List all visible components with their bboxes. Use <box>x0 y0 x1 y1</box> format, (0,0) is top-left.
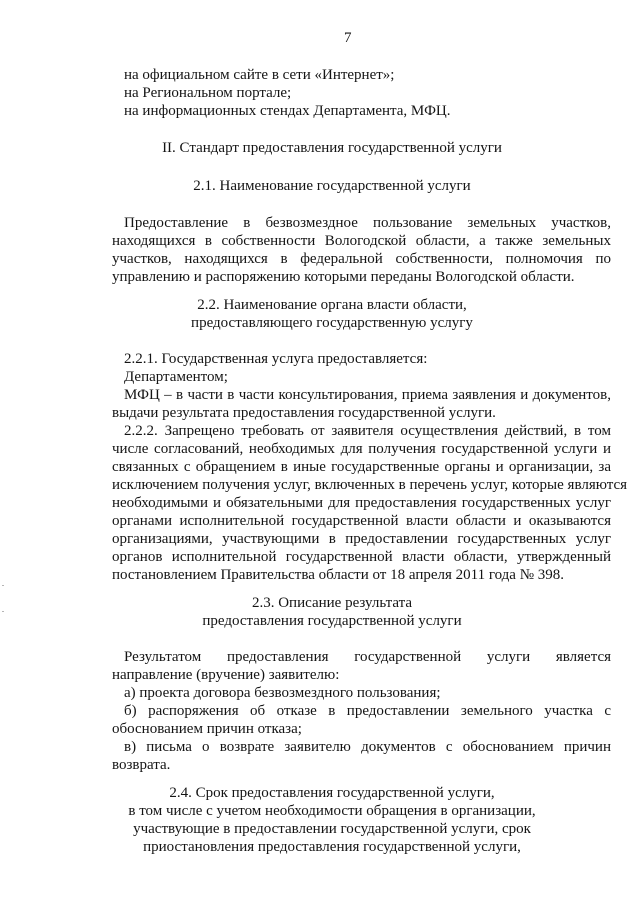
intro-line: на информационных стендах Департамента, МФЦ. <box>124 103 451 119</box>
subsection-heading: приостановления предоставления государственной услуги, <box>143 839 521 855</box>
paragraph-line: необходимыми и обязательными для предоставления государственных услуг <box>112 495 611 511</box>
paragraph-line: Департаментом; <box>124 369 228 385</box>
list-item: б) распоряжения об отказе в предоставлении земельного участка с <box>124 703 611 719</box>
paragraph-line: Результатом предоставления государственной услуги является <box>124 649 611 665</box>
list-item: в) письма о возврате заявителю документов с обоснованием причин <box>124 739 611 755</box>
paragraph-line: 2.2.2. Запрещено требовать от заявителя осуществления действий, в том <box>124 423 611 439</box>
page-number: 7 <box>344 30 352 46</box>
paragraph-line: органов исполнительной государственной власти области, утвержденный <box>112 549 611 565</box>
list-item: обоснованием причин отказа; <box>112 721 302 737</box>
intro-line: на официальном сайте в сети «Интернет»; <box>124 67 395 83</box>
subsection-heading: предоставляющего государственную услугу <box>191 315 473 331</box>
paragraph-line: связанных с обращением в иные государственные органы и организации, за <box>112 459 611 475</box>
paragraph-line: органами исполнительной государственной власти области и оказываются <box>112 513 611 529</box>
paragraph-line: организациями, участвующими в предоставлении государственных услуг <box>112 531 611 547</box>
subsection-heading: предоставления государственной услуги <box>202 613 462 629</box>
subsection-heading: 2.1. Наименование государственной услуги <box>193 178 471 194</box>
subsection-heading: 2.4. Срок предоставления государственной услуги, <box>169 785 495 801</box>
subsection-heading: участвующие в предоставлении государственной услуги, срок <box>133 821 531 837</box>
paragraph-line: постановлением Правительства области от 18 апреля 2011 года № 398. <box>112 567 565 583</box>
paragraph-line: находящихся в собственности Вологодской области, а также земельных <box>112 233 611 249</box>
section-title: II. Стандарт предоставления государственной услуги <box>162 140 502 156</box>
paragraph-line: МФЦ – в части в части консультирования, приема заявления и документов, <box>124 387 611 403</box>
subsection-heading: в том числе с учетом необходимости обращения в организации, <box>128 803 536 819</box>
paragraph-line: управлению и распоряжению которыми переданы Вологодской области. <box>112 269 575 285</box>
intro-line: на Региональном портале; <box>124 85 292 101</box>
paragraph-line: исключением получения услуг, включенных в перечень услуг, которые являются <box>112 477 628 493</box>
paragraph-line: 2.2.1. Государственная услуга предоставляется: <box>124 351 428 367</box>
paragraph-line: направление (вручение) заявителю: <box>112 667 340 683</box>
subsection-heading: 2.2. Наименование органа власти области, <box>197 297 467 313</box>
paragraph-line: числе согласований, необходимых для получения государственной услуги и <box>112 441 611 457</box>
scan-margin-mark <box>2 585 4 586</box>
subsection-heading: 2.3. Описание результата <box>251 595 413 611</box>
list-item: возврата. <box>112 757 171 773</box>
list-item: а) проекта договора безвозмездного пользования; <box>124 685 441 701</box>
paragraph-line: выдачи результата предоставления государственной услуги. <box>112 405 496 421</box>
paragraph-line: Предоставление в безвозмездное пользование земельных участков, <box>124 215 611 231</box>
paragraph-line: участков, находящихся в федеральной собственности, полномочия по <box>112 251 611 267</box>
